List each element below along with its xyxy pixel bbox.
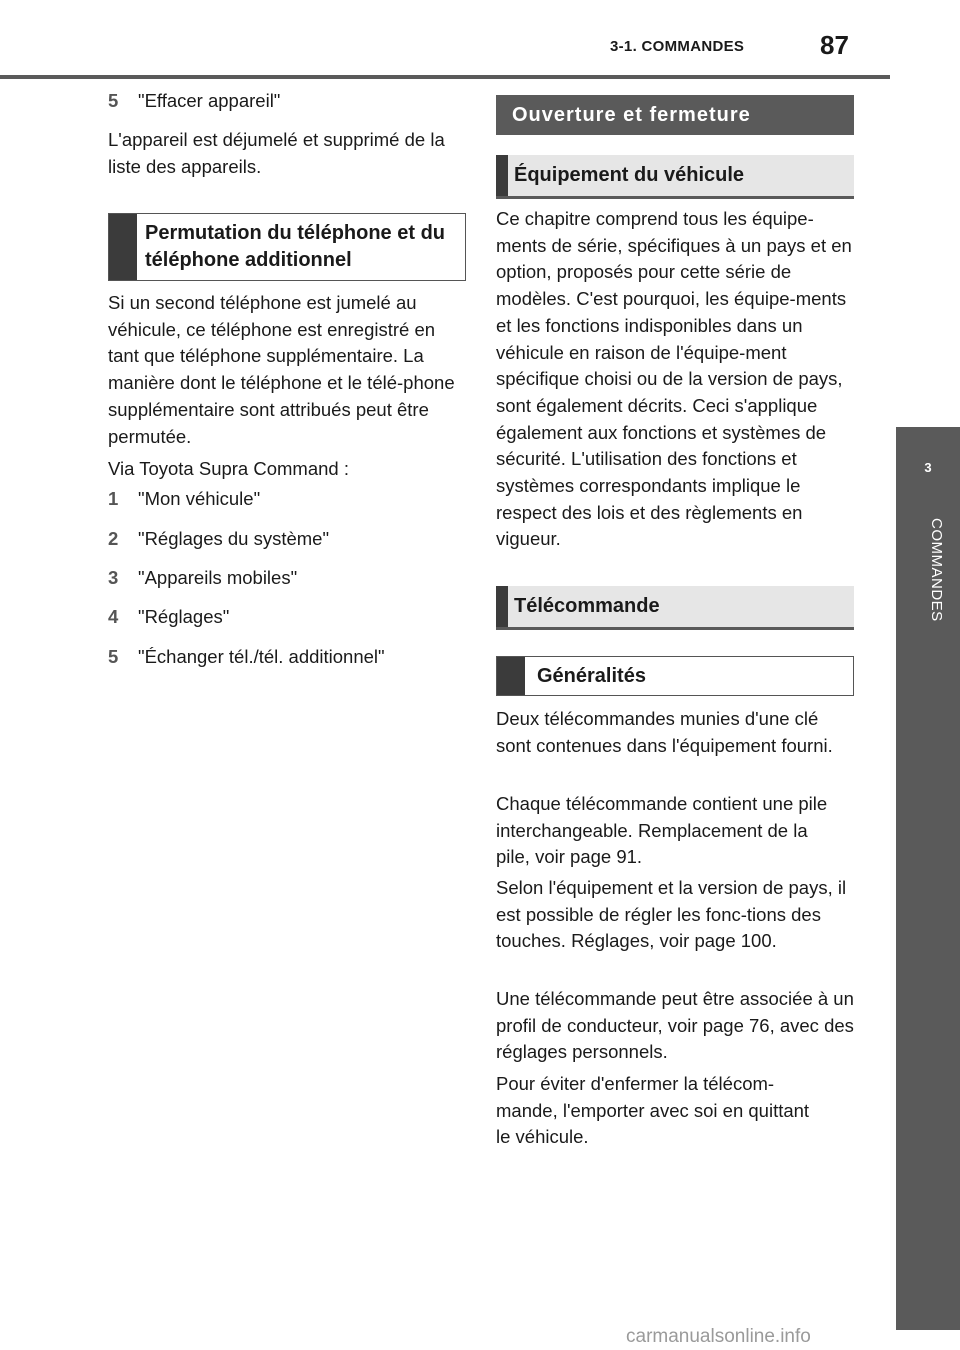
chapter-heading: Ouverture et fermeture [496,95,854,135]
paragraph: L'appareil est déjumelé et supprimé de la liste des appareils. [108,129,445,177]
chapter-tab-label: COMMANDES [928,518,945,622]
watermark: carmanualsonline.info [626,1326,811,1347]
step-text: "Réglages du système" [138,528,330,549]
paragraph: Ce chapitre comprend tous les équipe-ments de série, spécifiques à un pays et en option, proposés pour cette série de modèles. C'est pourquoi, les équipe-ments et les fonctions indisponibles dans un véhicule en raison de l'équipe-ment spécifique choisi ou de la version de pays, sont également décrits. Ceci s'applique également aux fonctions et systèmes de sécurité. L'utilisation des fonctions et systèmes correspondants implique le respect des lois et des règlements en vigueur. [496,208,852,550]
step-text: "Effacer appareil" [138,90,281,111]
step-number: 1 [108,488,119,509]
header-divider [0,75,890,79]
section-heading: Permutation du téléphone et du téléphone additionnel [145,222,446,271]
heading-bar [496,155,508,196]
step-number: 5 [108,646,119,667]
subsection-heading: Généralités [537,664,646,687]
step-number: 3 [108,567,119,588]
section-heading-box [496,586,854,630]
heading-bar [496,586,508,627]
section-heading: Télécommande [514,595,660,617]
list-item [108,644,385,670]
step-text: "Appareils mobiles" [138,567,298,588]
paragraph: Selon l'équipement et la version de pays, il est possible de régler les fonc-tions des touches. Réglages, voir page 100. [496,877,847,952]
section-heading-box [108,213,466,281]
section-heading-box [496,155,854,199]
step-number: 4 [108,606,119,627]
step-text: "Réglages" [138,606,230,627]
page-number: 87 [820,30,849,60]
chapter-tab-body [896,509,960,1330]
list-item [108,565,297,591]
step-text: "Échanger tél./tél. additionnel" [138,646,385,667]
subsection-heading-box [496,656,854,696]
section-title: 3-1. COMMANDES [610,38,745,55]
paragraph: Via Toyota Supra Command : [108,458,349,479]
paragraph: Une télécommande peut être associée à un profil de conducteur, voir page 76, avec des réglages personnels. [496,988,854,1063]
paragraph: Si un second téléphone est jumelé au véhicule, ce téléphone est enregistré en tant que téléphone supplémentaire. La manière dont le téléphone et le télé-phone supplémentaire sont attribués peut être permutée. [108,292,455,447]
step-number: 5 [108,90,119,111]
list-item [108,88,280,114]
step-number: 2 [108,528,119,549]
list-item [108,604,229,630]
heading-bar [109,214,137,280]
paragraph: Pour éviter d'enfermer la télécom-mande, l'emporter avec soi en quittant le véhicule. [496,1073,810,1148]
paragraph: Chaque télécommande contient une pile interchangeable. Remplacement de la pile, voir page 91. [496,793,828,868]
chapter-tab-number: 3 [924,460,932,475]
list-item [108,486,260,512]
list-item [108,526,329,552]
step-text: "Mon véhicule" [138,488,261,509]
section-heading: Équipement du véhicule [514,164,745,186]
paragraph: Deux télécommandes munies d'une clé sont contenues dans l'équipement fourni. [496,708,833,756]
heading-bar [497,657,525,695]
